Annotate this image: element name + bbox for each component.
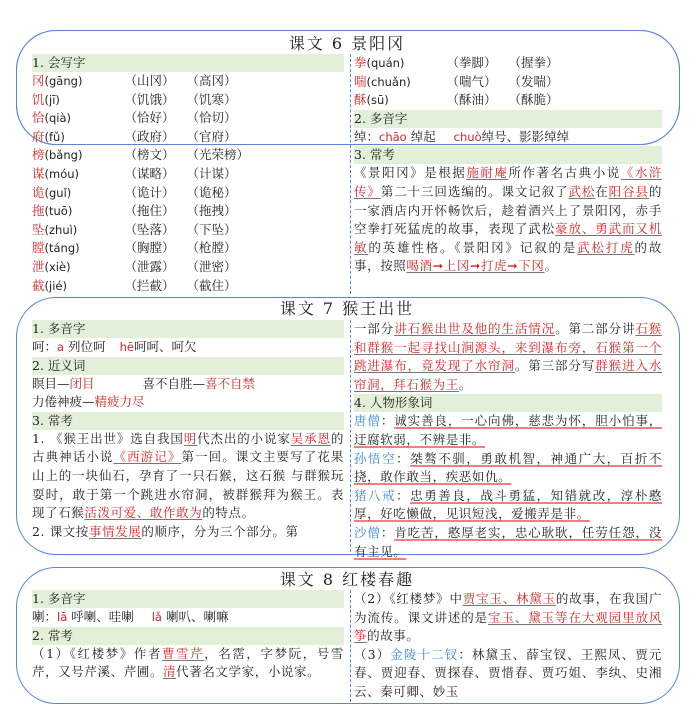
char-row bbox=[32, 91, 344, 110]
example-words: 呵呵、呵欠 bbox=[133, 339, 197, 354]
example-word: （榜文） bbox=[124, 147, 175, 163]
text: 一部分 bbox=[354, 321, 395, 336]
pinyin: chuò bbox=[453, 129, 482, 144]
key-point: 曹雪芹 bbox=[161, 645, 205, 661]
key-point: 武松打虎 bbox=[577, 239, 635, 255]
character-profile bbox=[354, 450, 662, 487]
character-name: 唐僧 bbox=[354, 413, 381, 429]
char-row bbox=[32, 184, 344, 203]
key-point: 《西游记》 bbox=[113, 449, 182, 465]
lesson8-left-column bbox=[32, 590, 344, 682]
synonym-word: 力倦神疲— bbox=[32, 394, 95, 410]
text: 。第二部分讲 bbox=[555, 321, 636, 336]
character: 府 bbox=[32, 128, 45, 144]
lesson7-section4-heading: 4. 人物形象词 bbox=[354, 394, 662, 412]
example-word: （计谋） bbox=[186, 165, 237, 181]
example-word: （拖住） bbox=[124, 203, 175, 219]
pinyin: (guǐ) bbox=[44, 185, 72, 200]
pinyin: (zhuì) bbox=[44, 222, 78, 237]
pinyin: (jié) bbox=[44, 278, 67, 293]
lesson6-right-column bbox=[350, 54, 662, 294]
character: 拳 bbox=[354, 55, 367, 70]
pinyin: (xiè) bbox=[44, 259, 71, 274]
example-word: （截住） bbox=[186, 277, 237, 293]
text: 的古典神话小说 bbox=[32, 430, 345, 465]
example-words: 绰起 bbox=[406, 128, 440, 144]
lesson7-summary-2-cont bbox=[354, 320, 662, 394]
text: ，名霑，字梦阮，号雪芹，又号芹溪、芹圃。 bbox=[32, 645, 344, 680]
label: （3） bbox=[354, 646, 391, 662]
key-point: 石猴和群猴一起寻找山涧源头，来到瀑布旁，石猴第一个跳进瀑布，竟发现了水帘洞 bbox=[354, 321, 662, 374]
text: 在 bbox=[595, 183, 609, 199]
key-point: 活泼可爱、敢作敢为 bbox=[84, 505, 203, 521]
key-point: 吴承恩 bbox=[290, 430, 331, 446]
text: 的故事。 bbox=[367, 628, 420, 644]
text: ：林黛玉、薛宝钗、王熙凤、贾元春、贾迎春、贾探春、贾惜春、贾巧姐、李纨、史湘云、秦可卿、妙玉 bbox=[354, 646, 662, 699]
polyphone-row bbox=[32, 338, 344, 357]
char-row bbox=[32, 221, 344, 240]
key-point: 宝玉、黛玉等在大观园里放风筝 bbox=[354, 609, 662, 644]
char-row bbox=[32, 239, 344, 258]
key-point: 清 bbox=[163, 664, 177, 680]
polyphone-row bbox=[32, 608, 344, 627]
example-words: 呼喇、哇喇 bbox=[67, 609, 138, 624]
character: 饥 bbox=[32, 91, 45, 107]
character-traits: 桀骜不驯，勇敢机智，神通广大，百折不挠，敢作敢当，疾恶如仇。 bbox=[354, 450, 662, 485]
lesson8-title: 课文 8 红楼春趣 bbox=[279, 570, 415, 589]
pinyin: (jī) bbox=[44, 92, 60, 107]
example-word: （酥油） bbox=[446, 92, 497, 108]
lesson7-right-column bbox=[350, 320, 662, 559]
lesson6-summary bbox=[354, 164, 662, 276]
example-word: （拳脚） bbox=[446, 55, 497, 70]
char-row bbox=[32, 72, 344, 91]
polyphone-char: 喇： bbox=[32, 609, 58, 624]
char-row bbox=[32, 109, 344, 128]
pinyin: lā bbox=[57, 610, 68, 624]
example-words: 列位呵 bbox=[64, 339, 106, 354]
synonym-match: 喜不自禁 bbox=[205, 375, 256, 391]
colon: ： bbox=[380, 524, 395, 540]
text: 1. 《猴王出世》选自我国 bbox=[32, 430, 184, 446]
pinyin: (tuō) bbox=[44, 204, 73, 219]
text: 的特点。 bbox=[202, 505, 255, 521]
text: （1）《红楼梦》作者 bbox=[32, 645, 162, 661]
pinyin: hē bbox=[119, 340, 134, 354]
example-word: （恰切） bbox=[186, 110, 237, 126]
character: 酥 bbox=[354, 92, 367, 108]
synonym-match: 精疲力尽 bbox=[94, 394, 145, 410]
lesson8-section1-heading: 1. 多音字 bbox=[32, 590, 344, 608]
key-point: 《水浒传》 bbox=[354, 165, 662, 199]
text: 的故事，按照 bbox=[354, 239, 662, 274]
colon: ： bbox=[396, 487, 411, 503]
text: 《景阳冈》是根据 bbox=[354, 165, 467, 181]
character-profile bbox=[354, 524, 662, 561]
text: 代著名文学家，小说家。 bbox=[176, 664, 321, 680]
example-word: （山冈） bbox=[124, 73, 175, 88]
key-point: 明 bbox=[183, 430, 198, 446]
example-word: （握拳） bbox=[508, 55, 559, 70]
char-row bbox=[32, 128, 344, 147]
character: 冈 bbox=[32, 73, 45, 88]
example-word: （泄露） bbox=[124, 258, 175, 274]
example-word: （喘气） bbox=[446, 73, 497, 89]
character: 诡 bbox=[32, 184, 45, 200]
lesson7-section1-heading: 1. 多音字 bbox=[32, 320, 344, 338]
character: 喘 bbox=[354, 73, 367, 89]
lesson7-section3-heading: 3. 常考 bbox=[32, 412, 344, 430]
text: （2）《红楼梦》中 bbox=[354, 591, 463, 606]
lesson7-section2-heading: 2. 近义词 bbox=[32, 357, 344, 375]
character-name: 猪八戒 bbox=[354, 487, 397, 503]
text: 2. 课文按 bbox=[32, 523, 89, 539]
term: 金陵十二钗 bbox=[390, 646, 459, 662]
character: 泄 bbox=[32, 258, 45, 274]
example-word: （拖拽） bbox=[186, 203, 237, 219]
character-profile bbox=[354, 412, 662, 449]
character: 坠 bbox=[32, 221, 45, 237]
char-row bbox=[32, 165, 344, 184]
pinyin: (fǔ) bbox=[44, 129, 65, 144]
example-word: （发喘） bbox=[508, 73, 559, 89]
example-word: （谋略） bbox=[124, 165, 175, 181]
example-word: （诡计） bbox=[124, 184, 175, 200]
pinyin: (sū) bbox=[366, 93, 389, 108]
character: 恰 bbox=[32, 110, 45, 126]
pinyin: lǎ bbox=[151, 610, 162, 624]
colon: ： bbox=[396, 450, 411, 466]
text: 。第三部分写 bbox=[514, 358, 596, 374]
text: 所作著名古典小说 bbox=[508, 165, 621, 181]
lesson7-summary-1 bbox=[32, 430, 344, 523]
character-traits: 诚实善良，一心向佛，慈悲为怀，胆小怕事，迂腐软弱，不辨是非。 bbox=[354, 413, 662, 447]
lesson8-point-2 bbox=[354, 590, 662, 646]
text: 代杰出的小说家 bbox=[197, 430, 291, 446]
char-row bbox=[32, 202, 344, 221]
example-word: （光荣榜） bbox=[186, 147, 250, 163]
text: 的故事，在我国广为流传。课文讲述的是 bbox=[354, 591, 663, 625]
lesson7-title: 课文 7 猴王出世 bbox=[279, 299, 415, 318]
polyphone-row bbox=[354, 128, 662, 147]
char-row bbox=[354, 73, 662, 92]
lesson8-section2-heading: 2. 常考 bbox=[32, 627, 344, 645]
text: 的一家酒店内开怀畅饮后，趁着酒兴上了景阳冈，赤手空拳打死猛虎的故事，表现了武松 bbox=[354, 183, 662, 237]
lesson8-point-3 bbox=[354, 646, 662, 702]
synonym-word: 瞑目— bbox=[32, 375, 70, 391]
pinyin: (qià) bbox=[44, 111, 72, 126]
example-word: （下坠） bbox=[186, 221, 237, 237]
key-point: 武松 bbox=[568, 183, 596, 199]
char-row bbox=[354, 54, 662, 73]
key-point: 讲石猴出世及他的生活情况 bbox=[394, 321, 556, 336]
example-word: （枪膛） bbox=[186, 240, 237, 256]
pinyin: (quán) bbox=[366, 56, 405, 70]
polyphone-char: 绰： bbox=[354, 128, 380, 144]
lesson8-point-1 bbox=[32, 645, 344, 682]
text: 。 bbox=[544, 258, 558, 274]
example-word: （拦截） bbox=[124, 277, 175, 293]
text: 第二十三回选编的。课文记叙了 bbox=[380, 183, 569, 199]
example-words: 喇叭、喇嘛 bbox=[161, 609, 229, 624]
example-word: （高冈） bbox=[186, 73, 237, 88]
pinyin: (chuǎn) bbox=[366, 74, 411, 89]
text: 的顺序，分为三个部分。第 bbox=[141, 523, 299, 539]
example-word: （坠落） bbox=[124, 221, 175, 237]
pinyin: (táng) bbox=[44, 241, 80, 256]
key-point: 施耐庵 bbox=[466, 165, 509, 181]
character-profile bbox=[354, 487, 662, 524]
key-point: 事情发展 bbox=[89, 523, 142, 539]
char-row bbox=[32, 146, 344, 165]
lesson6-section3-heading: 3. 常考 bbox=[354, 146, 662, 164]
char-row bbox=[32, 277, 344, 296]
example-word: （恰好） bbox=[124, 110, 175, 126]
character-traits: 肯吃苦，憨厚老实，忠心耿耿，任劳任怨，没有主见。 bbox=[354, 524, 662, 559]
lesson6-left-column bbox=[32, 54, 344, 295]
example-word: （政府） bbox=[124, 128, 175, 144]
pinyin: a bbox=[57, 340, 65, 354]
example-word: （诡秘） bbox=[186, 184, 237, 200]
pinyin: (bǎng) bbox=[44, 148, 83, 163]
polyphone-char: 呵： bbox=[32, 339, 58, 354]
synonym-match: 闭目 bbox=[69, 375, 95, 391]
character-name: 沙僧 bbox=[354, 524, 381, 540]
character-traits: 忠勇善良，战斗勇猛，知错就改，淳朴憨厚，好吃懒做，见识短浅，爱搬弄是非。 bbox=[354, 487, 662, 522]
character: 拖 bbox=[32, 203, 45, 219]
pinyin: (gāng) bbox=[44, 74, 83, 88]
key-point: 阳谷县 bbox=[608, 183, 649, 199]
key-point: 贾宝玉、林黛玉 bbox=[462, 591, 556, 606]
character-name: 孙悟空 bbox=[354, 450, 397, 466]
colon: ： bbox=[380, 413, 395, 429]
synonym-word: 喜不自胜— bbox=[142, 375, 206, 391]
character: 膛 bbox=[32, 240, 45, 256]
pinyin: (móu) bbox=[44, 166, 80, 181]
pinyin: chāo bbox=[379, 129, 407, 144]
lesson7-left-column bbox=[32, 320, 344, 541]
synonym-row bbox=[32, 375, 344, 394]
example-word: （饥饿） bbox=[124, 91, 175, 107]
example-word: （胸膛） bbox=[124, 240, 175, 256]
lesson8-right-column bbox=[350, 590, 662, 702]
example-word: （饥寒） bbox=[186, 91, 237, 107]
lesson6-section1-heading: 1. 会写字 bbox=[32, 54, 344, 72]
character: 谋 bbox=[32, 165, 45, 181]
example-word: （泄密） bbox=[186, 258, 237, 274]
text: 。 bbox=[458, 376, 472, 392]
key-point: 豪放、勇武而又机敏 bbox=[354, 221, 662, 255]
text: 的英雄性格。《景阳冈》记叙的是 bbox=[368, 239, 578, 255]
key-point: 喝酒➞上冈➞打虎➞下冈 bbox=[406, 258, 545, 274]
synonym-row bbox=[32, 393, 344, 412]
key-point: 群猴进入水帘洞，拜石猴为王 bbox=[354, 358, 662, 392]
char-row bbox=[32, 258, 344, 277]
character: 榜 bbox=[32, 147, 45, 163]
character: 截 bbox=[32, 277, 45, 293]
lesson6-section2-heading: 2. 多音字 bbox=[354, 110, 662, 128]
lesson6-title: 课文 6 景阳冈 bbox=[288, 34, 406, 53]
example-words: 绰号、影影绰绰 bbox=[481, 128, 570, 144]
char-row bbox=[354, 91, 662, 110]
example-word: （官府） bbox=[186, 128, 237, 144]
lesson7-summary-2-start bbox=[32, 523, 344, 542]
text: 第一回。课文主要写了花果山上的一块仙石，孕育了一只石猴，这石猴 与群猴玩耍时，敢于第一个跳进水帘洞，被群猴拜为猴王。表现了石猴 bbox=[32, 449, 344, 521]
example-word: （酥脆） bbox=[508, 92, 559, 108]
